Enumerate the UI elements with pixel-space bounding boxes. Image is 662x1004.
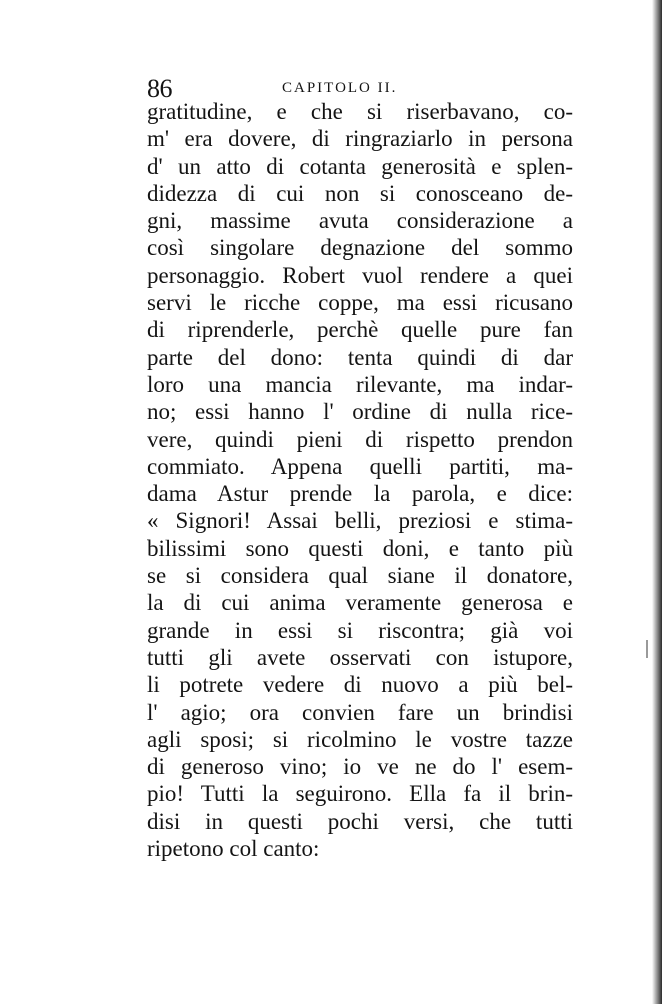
text-line: di generoso vino; io ve ne do l' esem-: [147, 754, 573, 780]
page-edge-shadow: [652, 0, 662, 1004]
body-text: [147, 98, 573, 862]
text-line: se si considera qual siane il donatore,: [147, 563, 573, 589]
text-line: parte del dono: tenta quindi di dar: [147, 344, 573, 370]
text-line: la di cui anima veramente generosa e: [147, 590, 573, 616]
text-line: di riprenderle, perchè quelle pure fan: [147, 317, 573, 343]
text-line: li potrete vedere di nuovo a più bel-: [147, 672, 573, 698]
text-line: servi le ricche coppe, ma essi ricusano: [147, 290, 573, 316]
text-line: vere, quindi pieni di rispetto prendon: [147, 426, 573, 452]
running-head: CAPITOLO II.: [282, 80, 398, 96]
text-line: didezza di cui non si conosceano de-: [147, 180, 573, 206]
text-line: l' agio; ora convien fare un brindisi: [147, 699, 573, 725]
text-line: grande in essi si riscontra; già voi: [147, 617, 573, 643]
text-line: personaggio. Robert vuol rendere a quei: [147, 262, 573, 288]
text-line: dama Astur prende la parola, e dice:: [147, 481, 573, 507]
text-line: agli sposi; si ricolmino le vostre tazze: [147, 726, 573, 752]
page-number: 86: [147, 74, 172, 103]
text-line: « Signori! Assai belli, preziosi e stima-: [147, 508, 573, 534]
text-line: tutti gli avete osservati con istupore,: [147, 644, 573, 670]
text-line: pio! Tutti la seguirono. Ella fa il brin-: [147, 781, 573, 807]
text-line: no; essi hanno l' ordine di nulla rice-: [147, 399, 573, 425]
text-line: d' un atto di cotanta generosità e splen-: [147, 153, 573, 179]
text-line: loro una mancia rilevante, ma indar-: [147, 371, 573, 397]
text-line: disi in questi pochi versi, che tutti: [147, 808, 573, 834]
text-line: così singolare degnazione del sommo: [147, 235, 573, 261]
text-line: bilissimi sono questi doni, e tanto più: [147, 535, 573, 561]
text-line: m' era dovere, di ringraziarlo in persona: [147, 126, 573, 152]
text-line: ripetono col canto:: [147, 836, 320, 862]
text-line: gni, massime avuta considerazione a: [147, 208, 573, 234]
scan-mark: [646, 640, 648, 658]
text-line: gratitudine, e che si riserbavano, co-: [147, 99, 573, 124]
text-line: commiato. Appena quelli partiti, ma-: [147, 453, 573, 479]
